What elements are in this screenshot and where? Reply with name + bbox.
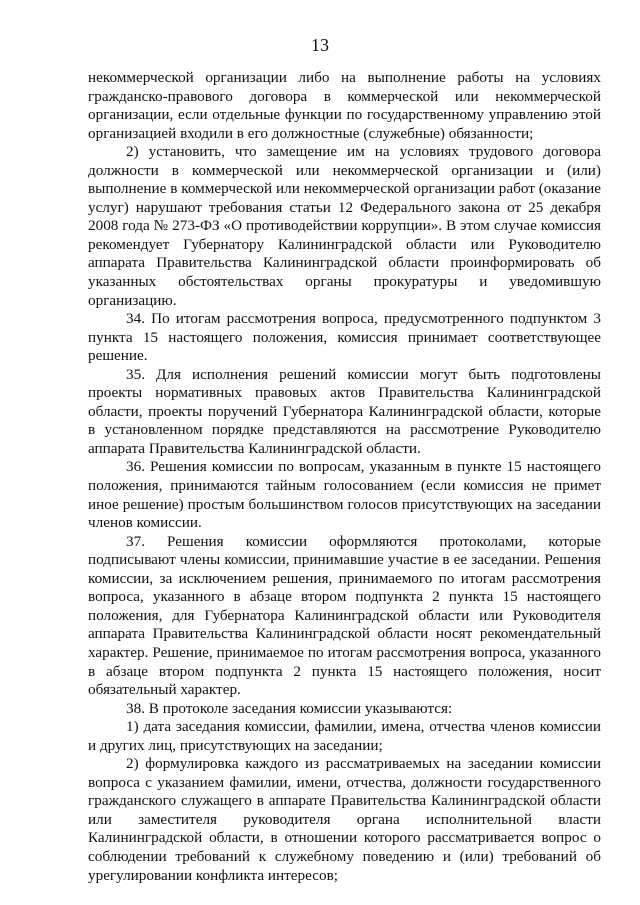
paragraph: 35. Для исполнения решений комиссии могут быть подготовлены проекты нормативных правовых актов Правительства Калининградской области, проекты поручений Губернатора Калининградской области, которые в установленном порядке представляются на рассмотрение Руководителю аппарата Правительства Калининградской области. [88, 365, 601, 457]
paragraph: 38. В протоколе заседания комиссии указываются: [126, 699, 453, 717]
paragraph: 1) дата заседания комиссии, фамилии, имена, отчества членов комиссии и других лиц, присутствующих на заседании; [88, 718, 601, 754]
document-body [88, 69, 601, 885]
paragraph: 34. По итогам рассмотрения вопроса, предусмотренного подпунктом 3 пункта 15 настоящего положения, комиссия принимает соответствующее решение. [88, 310, 601, 365]
paragraph: 37. Решения комиссии оформляются протоколами, которые подписывают члены комиссии, принимавшие участие в ее заседании. Решения комиссии, за исключением решения, принимаемого по итогам рассмотрения вопроса, указанного в абзаце втором подпункта 2 пункта 15 настоящего положения, для Губернатора Калининградской области или Руководителя аппарата Правительства Калининградской области носят рекомендательный характер. Решение, принимаемое по итогам рассмотрения вопроса, указанного в абзаце втором подпункта 2 пункта 15 настоящего положения, носит обязательный характер. [88, 532, 601, 699]
paragraph: 2) установить, что замещение им на условиях трудового договора должности в коммерческой или некоммерческой организации и (или) выполнение в коммерческой или некоммерческой организации работ (оказание услуг) нарушают требования статьи 12 Федерального закона от 25 декабря 2008 года № 273-ФЗ «О противодействии коррупции». В этом случае комиссия рекомендует Губернатору Калининградской области или Руководителю аппарата Правительства Калининградской области проинформировать об указанных обстоятельствах органы прокуратуры и уведомившую организацию. [88, 143, 601, 309]
page-number: 13 [311, 35, 329, 55]
paragraph: 2) формулировка каждого из рассматриваемых на заседании комиссии вопроса с указанием фамилии, имени, отчества, должности государственного гражданского служащего в аппарате Правительства Калининградской области или заместителя руководителя органа исполнительной власти Калининградской области, в отношении которого рассматривается вопрос о соблюдении требований к служебному поведению и (или) требований об урегулировании конфликта интересов; [88, 755, 601, 884]
paragraph: 36. Решения комиссии по вопросам, указанным в пункте 15 настоящего положения, принимаются тайным голосованием (если комиссия не примет иное решение) простым большинством голосов присутствующих на заседании членов комиссии. [88, 458, 601, 532]
paragraph: некоммерческой организации либо на выполнение работы на условиях гражданско-правового договора в коммерческой или некоммерческой организации, если отдельные функции по государственному управлению этой организацией входили в его должностные (служебные) обязанности; [88, 69, 601, 142]
